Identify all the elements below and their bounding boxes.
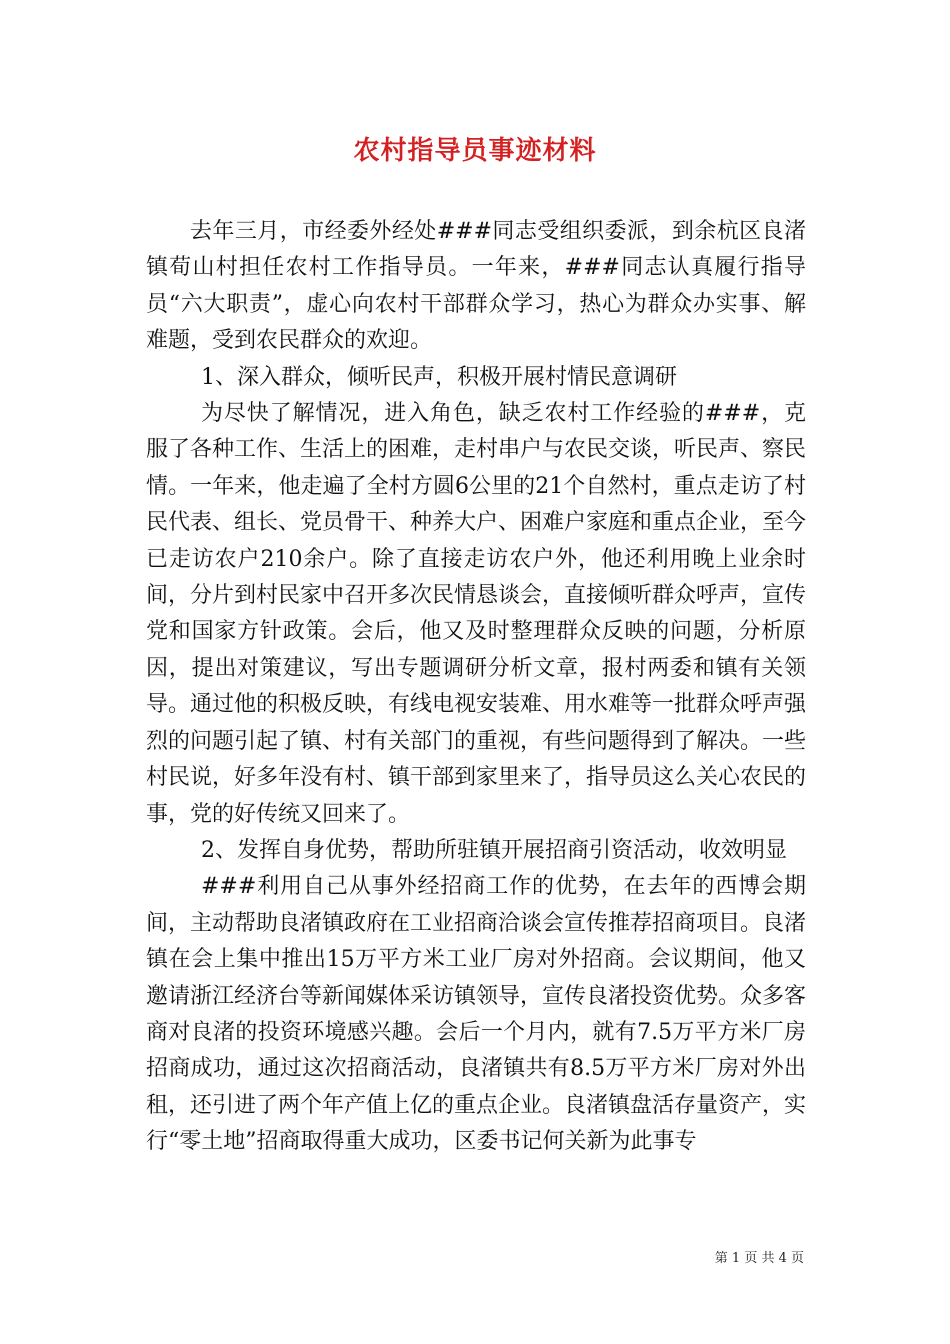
section-paragraph-1: 为尽快了解情况，进入角色，缺乏农村工作经验的###，克服了各种工作、生活上的困难，走村串户与农民交谈，听民声、察民情。一年来，他走遍了全村方圆6公里的21个自然村，重点走访了村民代表、组长、党员骨干、种养大户、困难户家庭和重点企业，至今已走访农户210余户。除了直接走访农户外，他还利用晚上业余时间，分片到村民家中召开多次民情恳谈会，直接倾听群众呼声，宣传党和国家方针政策。会后，他又及时整理群众反映的问题，分析原因，提出对策建议，写出专题调研分析文章，报村两委和镇有关领导。通过他的积极反映，有线电视安装难、用水难等一批群众呼声强烈的问题引起了镇、村有关部门的重视，有些问题得到了解决。一些村民说，好多年没有村、镇干部到家里来了，指导员这么关心农民的事，党的好传统又回来了。: [146, 401, 807, 827]
section-heading-1: 1、深入群众，倾听民声，积极开展村情民意调研: [201, 364, 677, 390]
section-heading-2: 2、发挥自身优势，帮助所驻镇开展招商引资活动，收效明显: [201, 837, 787, 863]
section-paragraph-2: ###利用自己从事外经招商工作的优势，在去年的西博会期间，主动帮助良渚镇政府在工业招商洽谈会宣传推荐招商项目。良渚镇在会上集中推出15万平方米工业厂房对外招商。会议期间，他又邀请浙江经济台等新闻媒体采访镇领导，宣传良渚投资优势。众多客商对良渚的投资环境感兴趣。会后一个月内，就有7.5万平方米厂房招商成功，通过这次招商活动，良渚镇共有8.5万平方米厂房对外出租，还引进了两个年产值上亿的重点企业。良渚镇盘活存量资产，实行“零土地”招商取得重大成功，区委书记何关新为此事专: [146, 874, 807, 1155]
page-number-footer: 第 1 页 共 4 页: [714, 1251, 804, 1266]
intro-paragraph: 去年三月，市经委外经处###同志受组织委派，到余杭区良渚镇荀山村担任农村工作指导员。一年来，###同志认真履行指导员“六大职责”，虚心向农村干部群众学习，热心为群众办实事、解难题，受到农民群众的欢迎。: [146, 219, 806, 354]
document-title: 农村指导员事迹材料: [353, 136, 597, 166]
document-body: [146, 214, 806, 1161]
